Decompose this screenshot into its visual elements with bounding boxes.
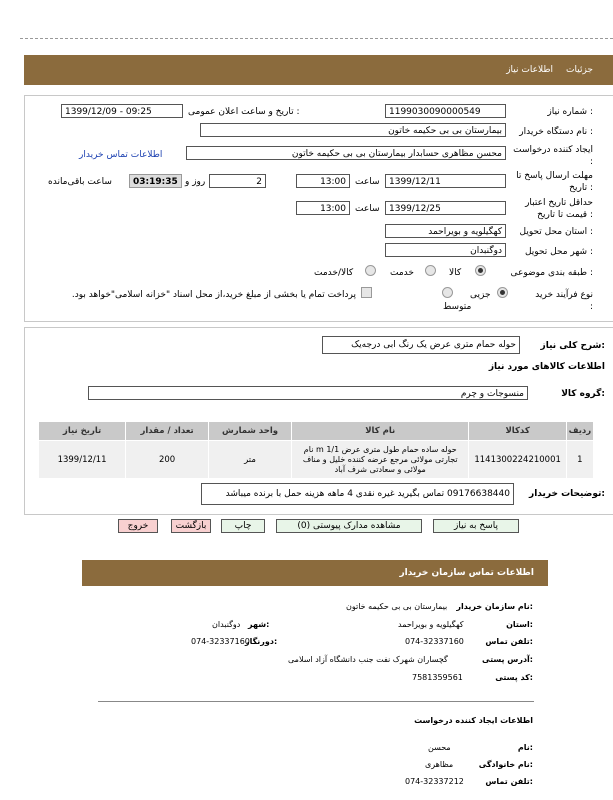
category-label: طبقه بندی موضوعی : [510, 268, 593, 278]
goods-group-field: منسوجات و چرم [88, 386, 528, 400]
cell-quantity: 200 [126, 441, 209, 479]
category-radio-service[interactable] [425, 265, 436, 276]
col-need-date: تاریخ نیاز [39, 422, 126, 441]
reply-button[interactable]: پاسخ به نیاز [433, 519, 519, 533]
process-label: نوع فرآیند خرید : [535, 290, 593, 312]
col-quantity: تعداد / مقدار [126, 422, 209, 441]
process-minor-label: جزیی [470, 290, 491, 300]
contact-city-label: شهر: [248, 620, 270, 629]
payment-note: پرداخت تمام یا بخشی از مبلغ خرید،از محل اسناد "خزانه اسلامی"خواهد بود. [71, 290, 356, 300]
contact-org-label: نام سازمان خریدار: [456, 602, 533, 611]
announce-field: 1399/12/09 - 09:25 [61, 104, 183, 118]
creator-name-label: نام: [517, 743, 533, 752]
city-field: دوگنبدان [385, 243, 506, 257]
goods-info-heading: اطلاعات کالاهای مورد نیاز [488, 362, 605, 372]
payment-checkbox[interactable] [361, 287, 372, 298]
need-title-label: شرح کلی نیاز: [540, 341, 605, 351]
header-bar [24, 55, 613, 85]
process-radio-minor[interactable] [497, 287, 508, 298]
creator-field: محسن مظاهری حسابدار بیمارستان بی بی حکیمه خاتون [186, 146, 506, 160]
contact-phone-value: 074-32337160 [405, 637, 464, 646]
process-medium-label: متوسط [443, 302, 472, 312]
announce-label: تاریخ و ساعت اعلان عمومی : [188, 107, 300, 117]
contact-phone-label: تلفن تماس: [485, 637, 533, 646]
table-row [39, 441, 594, 479]
table-header-row [39, 422, 594, 441]
need-number-label: شماره نیاز : [547, 107, 593, 117]
contact-heading: اطلاعات تماس سازمان خریدار [399, 568, 534, 578]
col-goods-code: کدکالا [469, 422, 566, 441]
validity-time-label: ساعت [355, 204, 380, 214]
province-field: کهگیلویه و بویراحمد [385, 224, 506, 238]
contact-postal-value: 7581359561 [412, 673, 463, 682]
contact-province-label: استان: [506, 620, 533, 629]
category-radio-goods[interactable] [475, 265, 486, 276]
back-button[interactable]: بازگشت [171, 519, 211, 533]
goods-table [38, 421, 594, 479]
category-service-label: خدمت [390, 268, 414, 278]
buyer-contact-link[interactable]: اطلاعات تماس خریدار [79, 150, 163, 160]
tab-need-info[interactable]: اطلاعات نیاز [506, 65, 553, 75]
contact-divider [98, 701, 534, 702]
category-radio-both[interactable] [365, 265, 376, 276]
contact-org-value: بیمارستان بی بی حکیمه خاتون [346, 602, 448, 611]
creator-phone-value: 074-32337212 [405, 777, 464, 786]
buyer-notes-field: 09176638440 تماس بگیرید غیره نقدی 4 ماهه هزینه حمل با برنده میباشد [201, 483, 514, 505]
col-unit: واحد شمارش [209, 422, 292, 441]
creator-label: ایجاد کننده درخواست : [513, 145, 593, 167]
contact-postal-label: کد پستی: [495, 673, 533, 682]
days-label: روز و [185, 177, 206, 187]
buyer-notes-label: توضیحات خریدار: [529, 489, 605, 499]
cell-unit: متر [209, 441, 292, 479]
contact-address-label: آدرس پستی: [482, 655, 533, 664]
category-goods-label: کالا [449, 268, 462, 278]
validity-date-field: 1399/12/25 [385, 201, 506, 215]
cell-goods-code: 1141300224210001 [469, 441, 566, 479]
category-both-label: کالا/خدمت [314, 268, 354, 278]
remaining-label: ساعت باقی‌مانده [48, 177, 112, 187]
contact-address-value: گچساران شهرک نفت جنب دانشگاه آزاد اسلامی [288, 655, 448, 664]
deadline-time-field: 13:00 [296, 174, 350, 188]
creator-info-heading: اطلاعات ایجاد کننده درخواست [414, 716, 533, 725]
need-title-field: حوله حمام متری عرض یک رنگ ابی درجه‌یک [322, 336, 520, 354]
validity-time-field: 13:00 [296, 201, 350, 215]
view-documents-button[interactable]: مشاهده مدارک پیوستی (0) [276, 519, 422, 533]
remaining-time-field: 03:19:35 [129, 174, 182, 188]
buyer-org-field: بیمارستان بی بی حکیمه خاتون [200, 123, 506, 137]
deadline-time-label: ساعت [355, 177, 380, 187]
tab-details[interactable]: جزئیات [566, 65, 593, 75]
province-label: استان محل تحویل : [519, 227, 593, 237]
cell-goods-name: حوله ساده حمام طول متری عرض 1/1 m نام تجارتی مولائی مرجع عرضه کننده خلیل و مناف مولائی و سعادتی شرف آباد [291, 441, 469, 479]
deadline-label: مهلت ارسال پاسخ تا تاریخ : [516, 171, 593, 193]
city-label: شهر محل تحویل : [524, 247, 593, 257]
cell-need-date: 1399/12/11 [39, 441, 126, 479]
top-divider [20, 38, 613, 39]
buyer-org-label: نام دستگاه خریدار : [519, 127, 593, 137]
creator-name-value: محسن [428, 743, 451, 752]
creator-family-value: مظاهری [425, 760, 454, 769]
creator-phone-label: تلفن تماس: [485, 777, 533, 786]
exit-button[interactable]: خروج [118, 519, 158, 533]
goods-group-label: گروه کالا: [561, 389, 605, 399]
process-radio-medium[interactable] [442, 287, 453, 298]
contact-province-value: کهگیلویه و بویراحمد [398, 620, 464, 629]
contact-fax-value: 074-32337160 [191, 637, 250, 646]
days-field: 2 [209, 174, 266, 188]
print-button[interactable]: چاپ [221, 519, 265, 533]
need-number-field: 1199030090000549 [385, 104, 506, 118]
col-row: ردیف [566, 422, 593, 441]
contact-city-value: دوگنبدان [212, 620, 241, 629]
creator-family-label: نام خانوادگی: [478, 760, 533, 769]
col-goods-name: نام کالا [291, 422, 469, 441]
contact-header-bar [82, 560, 548, 586]
contact-fax-label: دورنگار: [245, 637, 278, 646]
validity-label: حداقل تاریخ اعتبار قیمت تا تاریخ : [525, 198, 593, 220]
cell-row-number: 1 [566, 441, 593, 479]
deadline-date-field: 1399/12/11 [385, 174, 506, 188]
